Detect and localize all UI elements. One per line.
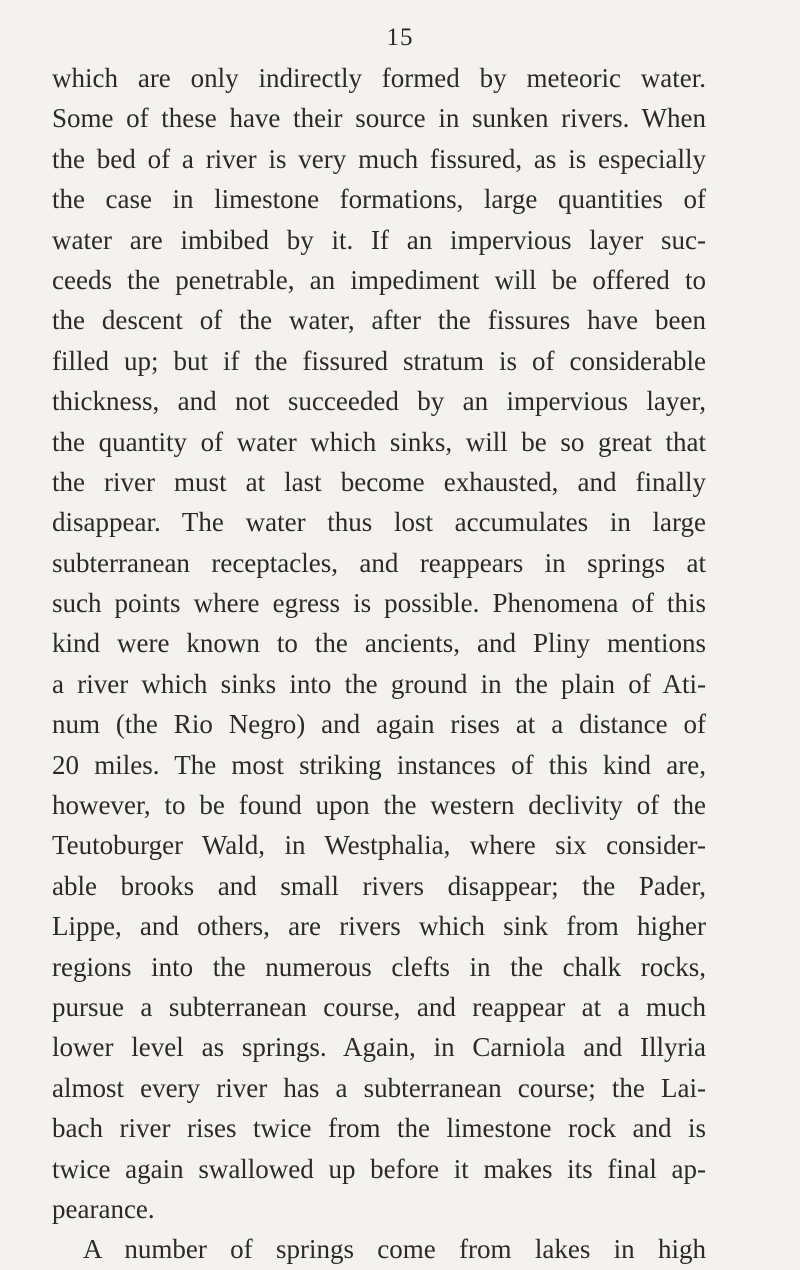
- text-line: lower level as springs. Again, in Carniola and Illyria: [52, 1032, 706, 1063]
- text-line: however, to be found upon the western declivity of the: [52, 790, 706, 821]
- text-line: Teutoburger Wald, in Westphalia, where six consider-: [52, 830, 706, 861]
- text-line: pursue a subterranean course, and reappear at a much: [52, 991, 706, 1022]
- text-line: which are only indirectly formed by meteoric water.: [52, 63, 706, 93]
- text-line: Lippe, and others, are rivers which sink from higher: [52, 911, 706, 942]
- text-line: water are imbibed by it. If an impervious layer suc-: [52, 224, 706, 255]
- text-line: pearance.: [52, 1193, 155, 1224]
- text-line: twice again swallowed up before it makes its final ap-: [52, 1153, 706, 1184]
- body-text: [52, 58, 706, 1270]
- text-line: the bed of a river is very much fissured, as is especially: [52, 143, 706, 174]
- text-line: able brooks and small rivers disappear; the Pader,: [52, 870, 706, 901]
- text-line: the descent of the water, after the fissures have been: [52, 305, 706, 336]
- text-line: the case in limestone formations, large quantities of: [52, 184, 706, 215]
- text-line: thickness, and not succeeded by an impervious layer,: [52, 386, 706, 417]
- text-line: such points where egress is possible. Phenomena of this: [52, 588, 706, 619]
- page-number: 15: [386, 24, 414, 51]
- text-line: Some of these have their source in sunken rivers. When: [52, 103, 706, 134]
- text-line: disappear. The water thus lost accumulates in large: [52, 507, 706, 538]
- text-line: ceeds the penetrable, an impediment will be offered to: [52, 264, 706, 295]
- text-line: regions into the numerous clefts in the chalk rocks,: [52, 951, 706, 982]
- text-line: kind were known to the ancients, and Pliny mentions: [52, 628, 706, 659]
- text-line: a river which sinks into the ground in the plain of Ati-: [52, 668, 706, 699]
- text-line: filled up; but if the fissured stratum is of considerable: [52, 345, 706, 376]
- text-line: the quantity of water which sinks, will be so great that: [52, 426, 706, 457]
- text-line: 20 miles. The most striking instances of this kind are,: [52, 749, 706, 780]
- text-line: num (the Rio Negro) and again rises at a distance of: [52, 709, 706, 740]
- text-line: bach river rises twice from the limestone rock and is: [52, 1113, 706, 1144]
- text-line: almost every river has a subterranean course; the Lai-: [52, 1072, 706, 1103]
- text-line: A number of springs come from lakes in high: [83, 1234, 706, 1265]
- text-line: the river must at last become exhausted, and finally: [52, 466, 706, 497]
- text-line: subterranean receptacles, and reappears in springs at: [52, 547, 706, 578]
